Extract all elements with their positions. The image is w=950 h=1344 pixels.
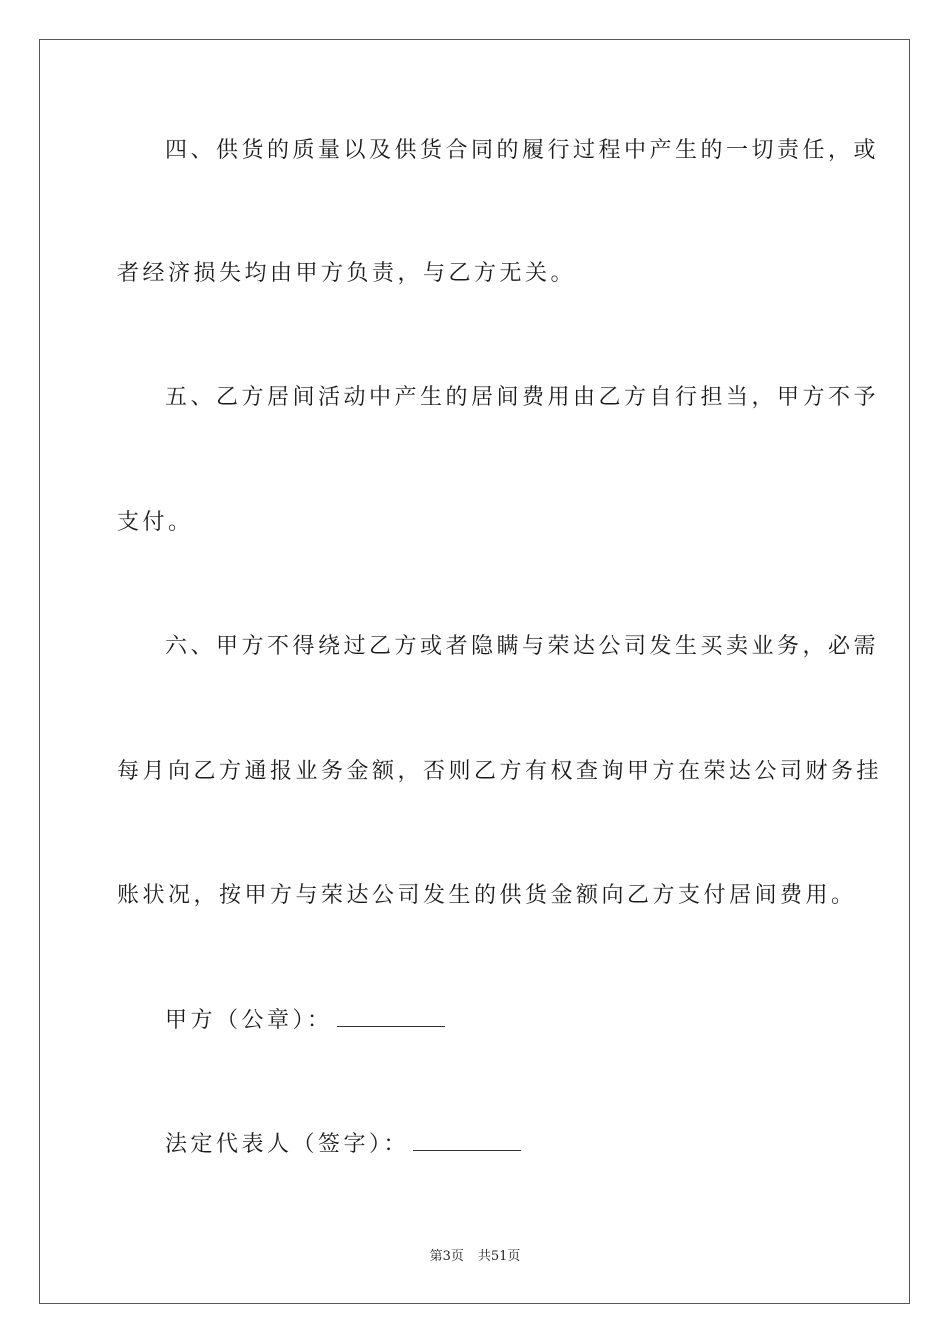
legal-rep-signature-label: 法定代表人（签字）： <box>165 1132 410 1157</box>
clause-6-line-2: 每月向乙方通报业务金额，否则乙方有权查询甲方在荣达公司财务挂 <box>117 759 883 784</box>
party-a-seal-label: 甲方（公章）： <box>165 1008 333 1033</box>
page-number-current: 第3页 <box>429 1249 464 1264</box>
legal-rep-signature-line <box>165 1130 521 1160</box>
clause-4-line-1: 四、供货的质量以及供货合同的履行过程中产生的一切责任，或 <box>165 138 880 163</box>
legal-rep-signature-blank[interactable] <box>413 1130 521 1151</box>
clause-6-line-1: 六、甲方不得绕过乙方或者隐瞒与荣达公司发生买卖业务，必需 <box>165 634 880 659</box>
page-footer <box>0 1248 950 1266</box>
page-number-total: 共51页 <box>477 1249 521 1264</box>
clause-6-line-3: 账状况，按甲方与荣达公司发生的供货金额向乙方支付居间费用。 <box>117 883 857 908</box>
page-border <box>39 39 910 1304</box>
clause-5-line-2: 支付。 <box>117 510 194 535</box>
clause-4-line-2: 者经济损失均由甲方负责，与乙方无关。 <box>117 261 577 286</box>
party-a-signature-line <box>165 1006 445 1036</box>
clause-5-line-1: 五、乙方居间活动中产生的居间费用由乙方自行担当，甲方不予 <box>165 385 880 410</box>
party-a-seal-blank[interactable] <box>337 1006 445 1027</box>
